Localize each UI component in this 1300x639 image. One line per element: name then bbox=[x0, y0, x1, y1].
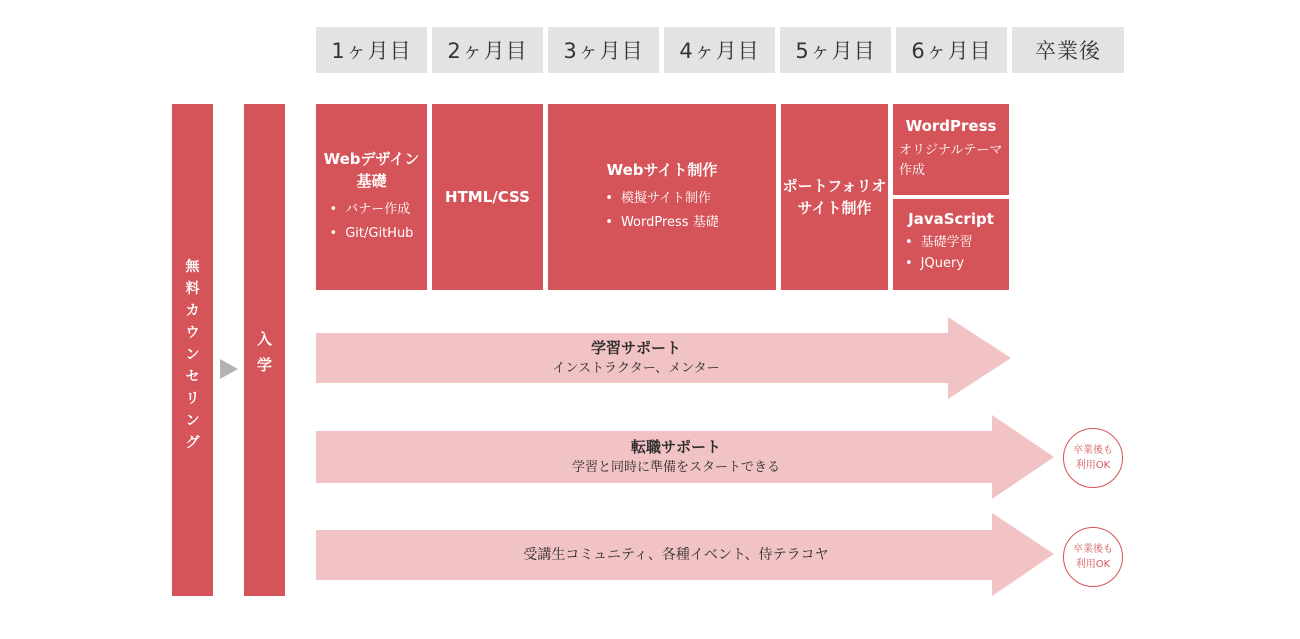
badge-line: 卒業後も bbox=[1073, 445, 1113, 456]
badge-line: 卒業後も bbox=[1073, 544, 1113, 555]
vertical-char: 無 bbox=[185, 259, 200, 275]
after-graduation-badge bbox=[1063, 428, 1123, 488]
career-support-subtitle: 学習と同時に準備をスタートできる bbox=[571, 460, 780, 475]
career-support-text bbox=[316, 431, 1036, 483]
subtext-line: 作成 bbox=[899, 163, 926, 178]
vertical-char: 入 bbox=[256, 330, 272, 348]
list-item: • WordPress 基礎 bbox=[605, 211, 718, 235]
title-line: ポートフォリオ bbox=[782, 177, 887, 195]
block-title: JavaScript bbox=[908, 210, 994, 228]
badge-line: 利用OK bbox=[1075, 460, 1111, 471]
month-label: 5ヶ月目 bbox=[780, 27, 891, 73]
after-graduation-badge bbox=[1063, 527, 1123, 587]
vertical-char: グ bbox=[185, 435, 200, 451]
subtext-line: オリジナルテーマ bbox=[899, 143, 1003, 158]
list-item: • JQuery bbox=[905, 253, 1009, 274]
list-item: • Git/GitHub bbox=[330, 222, 414, 246]
list-item: • バナー作成 bbox=[330, 198, 414, 222]
title-line: 基礎 bbox=[356, 172, 387, 190]
community-text bbox=[316, 530, 1036, 580]
learning-support-subtitle: インストラクター、メンター bbox=[552, 361, 720, 376]
month-label: 3ヶ月目 bbox=[548, 27, 659, 73]
month-label: 2ヶ月目 bbox=[432, 27, 543, 73]
title-line: Webデザイン bbox=[323, 150, 420, 168]
vertical-char: カ bbox=[185, 303, 200, 319]
learning-support-title: 学習サポート bbox=[590, 339, 681, 357]
list-item: • 基礎学習 bbox=[905, 232, 1009, 253]
block-title: WordPress bbox=[905, 117, 997, 135]
block-title: HTML/CSS bbox=[445, 188, 530, 206]
community-label: 受講生コミュニティ、各種イベント、侍テラコヤ bbox=[523, 547, 829, 563]
vertical-char: ン bbox=[185, 347, 200, 363]
vertical-char: 料 bbox=[185, 281, 200, 297]
month-label: 1ヶ月目 bbox=[316, 27, 427, 73]
title-line: サイト制作 bbox=[797, 199, 872, 217]
month-label: 4ヶ月目 bbox=[664, 27, 775, 73]
learning-support-text bbox=[316, 333, 956, 383]
vertical-char: セ bbox=[185, 369, 200, 385]
vertical-char: ン bbox=[185, 413, 200, 429]
month-label: 6ヶ月目 bbox=[896, 27, 1007, 73]
list-item: • 模擬サイト制作 bbox=[605, 187, 718, 211]
block-title: Webサイト制作 bbox=[606, 161, 718, 179]
vertical-char: ウ bbox=[185, 325, 200, 341]
vertical-char: リ bbox=[185, 391, 200, 407]
career-support-title: 転職サポート bbox=[630, 438, 721, 456]
vertical-char: 学 bbox=[256, 356, 272, 374]
month-label-after-graduation: 卒業後 bbox=[1012, 27, 1124, 73]
badge-line: 利用OK bbox=[1075, 559, 1111, 570]
